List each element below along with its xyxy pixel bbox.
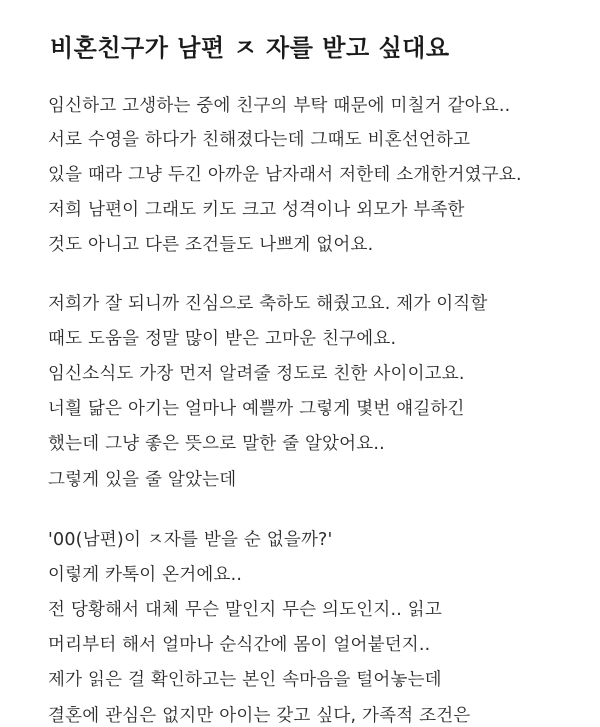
body-line: 전 당황해서 대체 무슨 말인지 무슨 의도인지.. 읽고 [48,600,442,620]
body-line: '00(남편)이 ㅈ자를 받을 순 없을까?' [48,530,333,550]
body-line: 머리부터 해서 얼마나 순식간에 몸이 얼어붙던지.. [48,635,431,655]
body-line: 이렇게 카톡이 온거에요.. [48,565,243,585]
body-line: 했는데 그냥 좋은 뜻으로 말한 줄 알았어요.. [48,434,385,454]
body-line: 그렇게 있을 줄 알았는데 [48,470,237,490]
body-line: 저희 남편이 그래도 키도 크고 성격이나 외모가 부족한 [48,200,465,220]
body-line: 것도 아니고 다른 조건들도 나쁘게 없어요. [48,235,374,255]
body-line: 너흴 닮은 아기는 얼마나 예쁠까 그렇게 몇번 얘길하긴 [48,399,465,419]
body-line: 서로 수영을 하다가 친해졌다는데 그때도 비혼선언하고 [48,130,471,150]
post-title: 비혼친구가 남편 ㅈ 자를 받고 싶대요 [50,34,450,62]
body-line: 임신하고 고생하는 중에 친구의 부탁 때문에 미칠거 같아요.. [48,96,511,116]
body-line: 결혼에 관심은 없지만 아이는 갖고 싶다, 가족적 조건은 [48,706,471,726]
body-line: 제가 읽은 걸 확인하고는 본인 속마음을 털어놓는데 [48,670,442,690]
body-line: 때도 도움을 정말 많이 받은 고마운 친구에요. [48,329,397,349]
body-line: 저희가 잘 되니까 진심으로 축하도 해줬고요. 제가 이직할 [48,294,488,314]
body-line: 임신소식도 가장 먼저 알려줄 정도로 친한 사이이고요. [48,364,465,384]
body-line: 있을 때라 그냥 두긴 아까운 남자래서 저한테 소개한거였구요. [48,165,522,185]
